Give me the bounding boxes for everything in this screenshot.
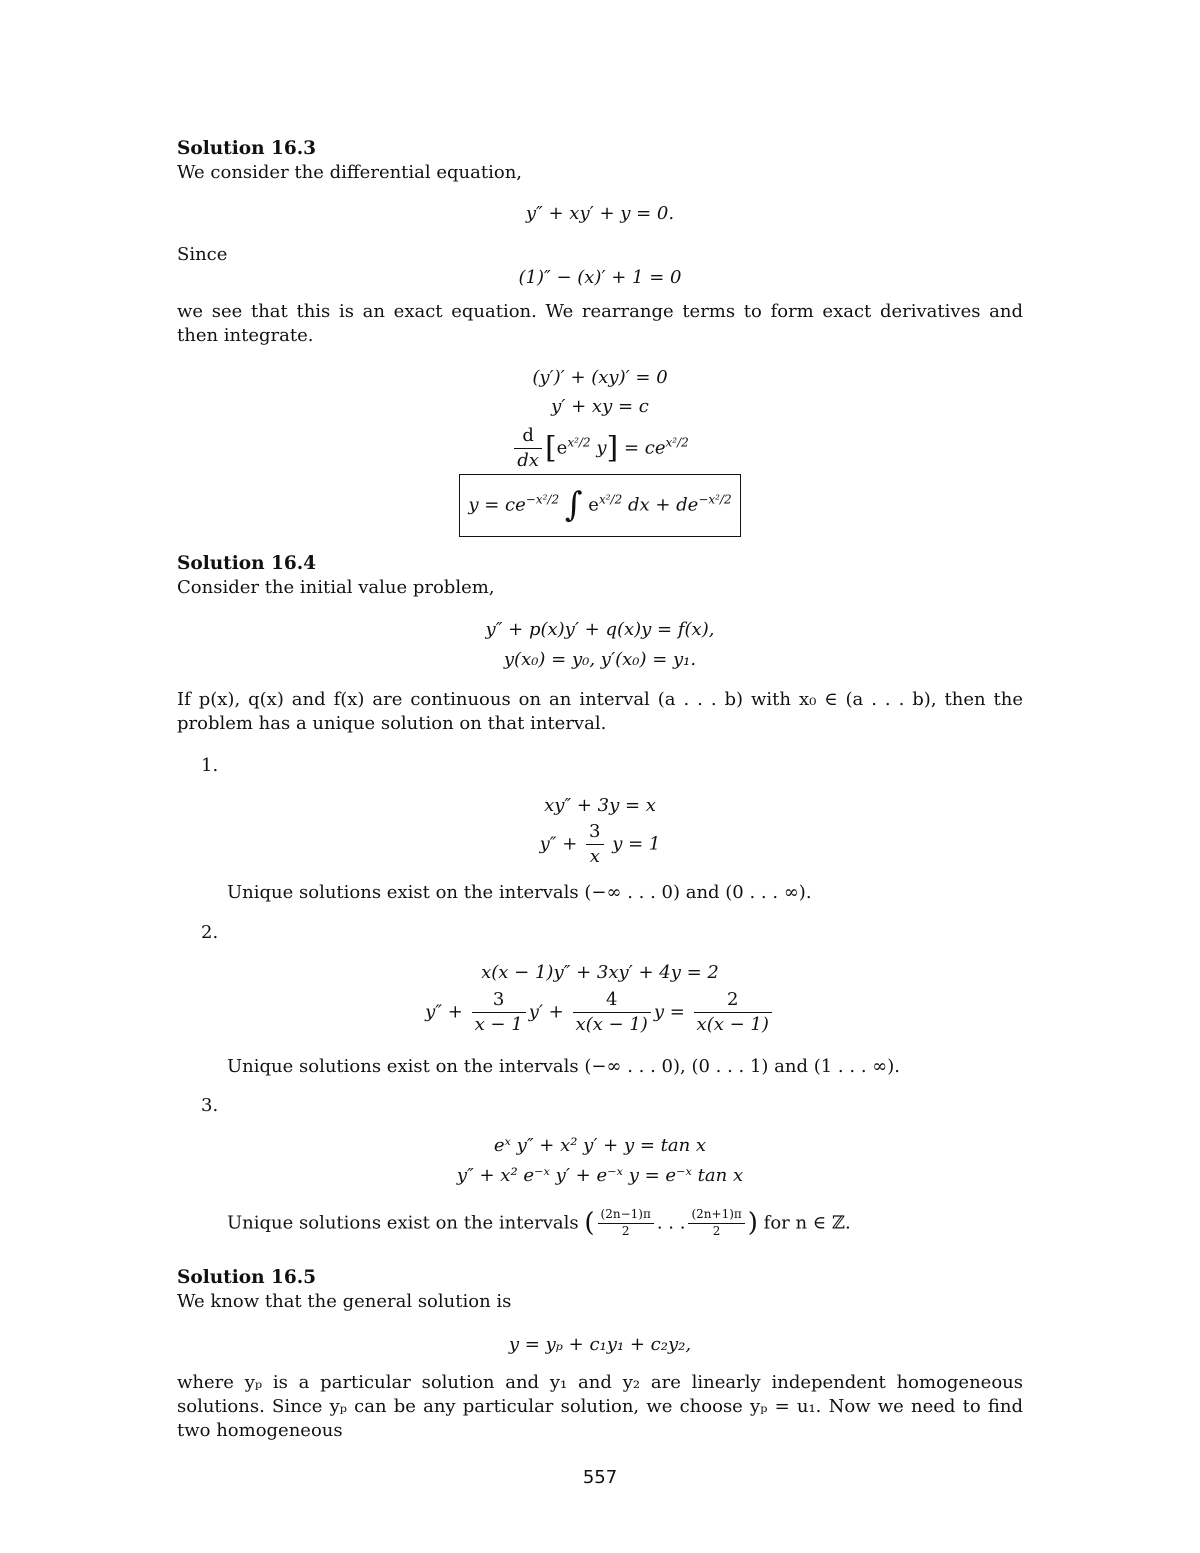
integral-sign: ∫: [564, 485, 583, 525]
fraction: $\frac{4}{x(x - 1)}$: [573, 988, 651, 1037]
equation: y″ + $\frac{3}{x - 1}$ y′ + $\frac{4}{x(x - 1)}$ y = $\frac{2}{x(x - 1)}$: [177, 988, 1023, 1037]
list-number: 3.: [201, 1095, 219, 1116]
paragraph: If p(x), q(x) and f(x) are continuous on an interval (a . . . b) with x₀ ∈ (a . . . b), then the problem has a unique solution on that interval.: [177, 689, 1023, 734]
paragraph: Since: [177, 244, 228, 265]
fraction: $\frac{3}{x}$: [586, 820, 603, 869]
equation: y″ + xy′ + y = 0.: [525, 203, 675, 224]
equation: eˣ y″ + x² y′ + y = tan x: [493, 1135, 707, 1156]
list-number: 2.: [201, 922, 219, 943]
answer-box: $y = ce^{-x^2/2}$ ∫ $e^{x^2/2}$ dx + $de^{-x^2/2}$: [459, 474, 740, 537]
note: Unique solutions exist on the intervals ( $\frac{(2n-1)\pi}{2}$ . . . $\frac{(2n+1)\pi}{2}$ ) for n ∈ ℤ.: [227, 1206, 851, 1238]
equation: y″ + $\frac{3}{x}$ y = 1: [539, 821, 661, 867]
fraction: $\frac{d}{dx}$: [514, 424, 542, 473]
fraction: $\frac{3}{x - 1}$: [472, 988, 526, 1037]
equation: y = yₚ + c₁y₁ + c₂y₂,: [508, 1334, 692, 1355]
section-title: Solution 16.3: [177, 138, 317, 159]
equation: $\frac{d}{dx}$ [$e^{x^2/2}$ $y] = ce^{x^2/2}$: [177, 424, 1023, 473]
paragraph: Consider the initial value problem,: [177, 577, 495, 598]
paragraph: We consider the differential equation,: [177, 162, 523, 183]
page-number: 557: [582, 1467, 618, 1488]
equation: (y′)′ + (xy)′ = 0: [532, 367, 668, 388]
note: Unique solutions exist on the intervals (−∞ . . . 0), (0 . . . 1) and (1 . . . ∞).: [227, 1056, 900, 1077]
page: [177, 0, 1023, 1553]
paragraph: where yₚ is a particular solution and y₁ and y₂ are linearly independent homogeneous solutions. Since yₚ can be any particular solution, we choose yₚ = u₁. Now we need to find two homogeneous: [177, 1372, 1023, 1441]
equation: y(x₀) = y₀, y′(x₀) = y₁.: [503, 649, 697, 670]
equation: xy″ + 3y = x: [544, 795, 656, 816]
equation: (1)″ − (x)′ + 1 = 0: [518, 267, 682, 288]
list-number: 1.: [201, 755, 219, 776]
fraction: $\frac{(2n-1)\pi}{2}$: [598, 1207, 654, 1240]
section-title: Solution 16.5: [177, 1267, 317, 1288]
paragraph: We know that the general solution is: [177, 1291, 512, 1312]
equation: x(x − 1)y″ + 3xy′ + 4y = 2: [481, 962, 719, 983]
equation: y′ + xy = c: [551, 396, 649, 417]
equation: y″ + p(x)y′ + q(x)y = f(x),: [485, 619, 715, 640]
boxed-equation: [177, 474, 1023, 537]
fraction: $\frac{(2n+1)\pi}{2}$: [688, 1207, 744, 1240]
paragraph: we see that this is an exact equation. We rearrange terms to form exact derivatives and then integrate.: [177, 301, 1023, 346]
equation: y″ + x² e⁻ˣ y′ + e⁻ˣ y = e⁻ˣ tan x: [456, 1165, 744, 1186]
section-title: Solution 16.4: [177, 553, 317, 574]
note: Unique solutions exist on the intervals (−∞ . . . 0) and (0 . . . ∞).: [227, 882, 812, 903]
fraction: $\frac{2}{x(x - 1)}$: [694, 988, 772, 1037]
